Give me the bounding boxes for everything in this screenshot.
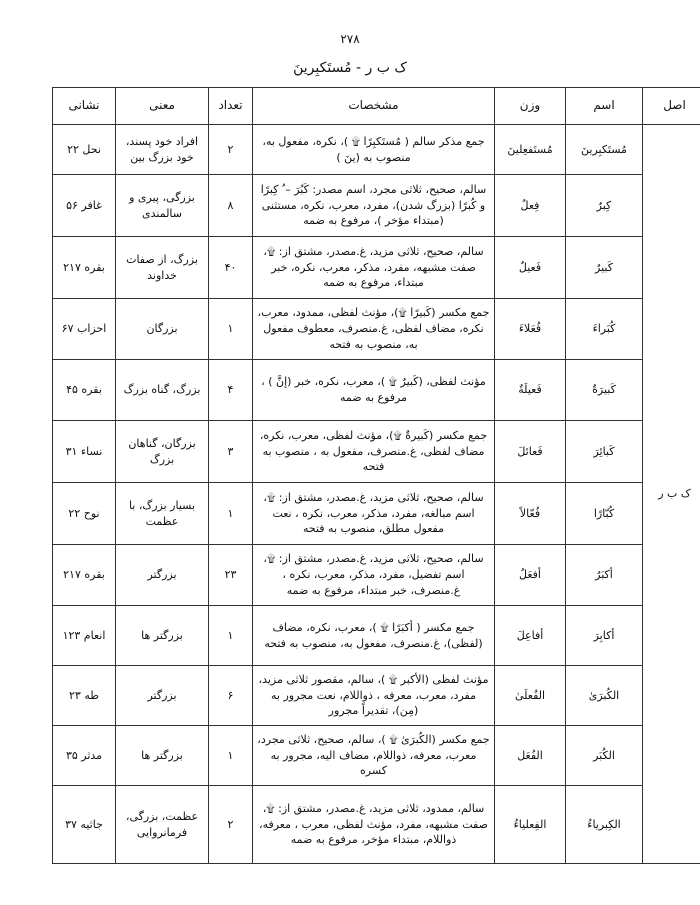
- cell-wazn: أفعَلُ: [495, 545, 566, 606]
- cell-count: ۴۰: [209, 237, 253, 299]
- cell-ism: کُبَراءَ: [566, 299, 643, 360]
- header-mana: معنی: [116, 88, 209, 125]
- cell-count: ۶: [209, 666, 253, 726]
- cell-ism: أکبَرُ: [566, 545, 643, 606]
- cell-count: ۱: [209, 606, 253, 666]
- table-row: [53, 545, 700, 606]
- cell-wazn: الفِعلیاءُ: [495, 786, 566, 864]
- cell-count: ۸: [209, 175, 253, 237]
- table-row: [53, 125, 700, 175]
- cell-count: ۱: [209, 726, 253, 786]
- cell-ism: الکُبرَیٰ: [566, 666, 643, 726]
- table-header-row: [53, 88, 700, 125]
- cell-count: ۱: [209, 483, 253, 545]
- cell-desc: جمع مکسر ( أکبَرًا ۩ )، معرب، نکره، مضاف (لفظی)، غ.منصرف، مفعول به، منصوب به فتحه: [253, 606, 495, 666]
- page-title: ک ب ر - مُستَکبِرینَ: [293, 60, 407, 76]
- table-row: [53, 360, 700, 421]
- cell-ism: مُستَکبِرینَ: [566, 125, 643, 175]
- cell-ref: بقره ۴۵: [53, 360, 116, 421]
- cell-mana: بزرگان: [116, 299, 209, 360]
- cell-desc: سالم، صحیح، ثلاثی مزید، غ.مصدر، مشتق از: ۩، اسم تفضیل، مفرد، مذکر، معرب، نکره ، غ.منصرف، خبر مبتداء، مرفوع به ضمه: [253, 545, 495, 606]
- cell-mana: بزرگی، پیری و سالمندی: [116, 175, 209, 237]
- cell-count: ۲۳: [209, 545, 253, 606]
- cell-ref: نوح ۲۲: [53, 483, 116, 545]
- word-analysis-table: [52, 87, 700, 864]
- table-row: [53, 237, 700, 299]
- cell-mana: افراد خود پسند، خود بزرگ بین: [116, 125, 209, 175]
- cell-wazn: فُعَلاءَ: [495, 299, 566, 360]
- cell-mana: بزرگتر ها: [116, 606, 209, 666]
- cell-mana: بزرگتر: [116, 666, 209, 726]
- cell-ref: غافر ۵۶: [53, 175, 116, 237]
- cell-desc: مؤنث لفظی (الأکبر ۩ )، سالم، مقصور ثلاثی مزید، مفرد، معرب، معرفه ، ذواللام، نعت مجرور به (مِن)، تقدیراً مجرور: [253, 666, 495, 726]
- cell-root: ک ب ر: [643, 125, 700, 864]
- cell-ref: بقره ۲۱۷: [53, 545, 116, 606]
- table-row: [53, 606, 700, 666]
- table-row: [53, 786, 700, 864]
- table-row: [53, 666, 700, 726]
- cell-count: ۴: [209, 360, 253, 421]
- cell-desc: سالم، صحیح، ثلاثی مزید، غ.مصدر، مشتق از: ۩، اسم مبالغه، مفرد، مذکر، معرب، نکره ، نعت مفعول مطلق، منصوب به فتحه: [253, 483, 495, 545]
- cell-wazn: مُستَفعِلینَ: [495, 125, 566, 175]
- cell-ism: الکُبَر: [566, 726, 643, 786]
- cell-ref: احزاب ۶۷: [53, 299, 116, 360]
- cell-mana: بسیار بزرگ، با عظمت: [116, 483, 209, 545]
- cell-wazn: فَعیلٌ: [495, 237, 566, 299]
- cell-desc: سالم، صحیح، ثلاثی مجرد، اسم مصدر: کَبُرَ – ُ کِبرًا و کُبرًا (بزرگ شدن)، مفرد، معرب، نکره، مستثنی (مبتداء مؤخر )، مرفوع به ضمه: [253, 175, 495, 237]
- cell-ref: مدثر ۳۵: [53, 726, 116, 786]
- table-body: [53, 125, 700, 864]
- cell-mana: بزرگتر: [116, 545, 209, 606]
- cell-count: ۳: [209, 421, 253, 483]
- cell-ref: بقره ۲۱۷: [53, 237, 116, 299]
- page-number: ۲۷۸: [340, 32, 360, 46]
- cell-count: ۱: [209, 299, 253, 360]
- cell-desc: مؤنث لفظی، (کَبیرٌ ۩ )، معرب، نکره، خبر (إنَّ ) ، مرفوع به ضمه: [253, 360, 495, 421]
- cell-wazn: فِعلٌ: [495, 175, 566, 237]
- cell-ref: نساء ۳۱: [53, 421, 116, 483]
- cell-count: ۲: [209, 786, 253, 864]
- cell-ref: نحل ۲۲: [53, 125, 116, 175]
- header-asl: اصل: [643, 88, 700, 125]
- cell-desc: سالم، ممدود، ثلاثی مزید، غ.مصدر، مشتق از: ۩، صفت مشبهه، مفرد، مؤنث لفظی، معرب ، معرفه، ذواللام، مبتداء مؤخر، مرفوع به ضمه: [253, 786, 495, 864]
- cell-ism: کُبّارًا: [566, 483, 643, 545]
- cell-wazn: فَعائلَ: [495, 421, 566, 483]
- cell-mana: بزرگ، گناه بزرگ: [116, 360, 209, 421]
- table-row: [53, 421, 700, 483]
- cell-ism: کِبرٌ: [566, 175, 643, 237]
- header-count: تعداد: [209, 88, 253, 125]
- cell-mana: بزرگ، از صفات خداوند: [116, 237, 209, 299]
- cell-ism: کَبیرَةٌ: [566, 360, 643, 421]
- cell-desc: جمع مذکر سالم ( مُستَکبِرًا ۩ )، نکره، مفعول به، منصوب به (ینَ ): [253, 125, 495, 175]
- header-ism: اسم: [566, 88, 643, 125]
- cell-ism: کَبائِرَ: [566, 421, 643, 483]
- cell-ref: طه ۲۳: [53, 666, 116, 726]
- cell-ref: انعام ۱۲۳: [53, 606, 116, 666]
- cell-wazn: فَعیلَةٌ: [495, 360, 566, 421]
- cell-count: ۲: [209, 125, 253, 175]
- cell-wazn: فُعّالاً: [495, 483, 566, 545]
- cell-wazn: الفُعَل: [495, 726, 566, 786]
- table-row: [53, 299, 700, 360]
- cell-mana: بزرگتر ها: [116, 726, 209, 786]
- cell-ism: کَبیرٌ: [566, 237, 643, 299]
- table-row: [53, 483, 700, 545]
- cell-desc: جمع مکسر (کَبیرةٌ ۩)، مؤنث لفظی، معرب، نکره، مضاف لفظی، غ.منصرف، مفعول به ، منصوب به فتحه: [253, 421, 495, 483]
- header-desc: مشخصات: [253, 88, 495, 125]
- cell-mana: بزرگان، گناهان بزرگ: [116, 421, 209, 483]
- cell-desc: سالم، صحیح، ثلاثی مزید، غ.مصدر، مشتق از: ۩، صفت مشبهه، مفرد، مذکر، معرب، نکره، خبر مبتداء، مرفوع به ضمه: [253, 237, 495, 299]
- cell-ism: أکابِرَ: [566, 606, 643, 666]
- cell-ref: جاثیه ۳۷: [53, 786, 116, 864]
- table-row: [53, 726, 700, 786]
- cell-ism: الکِبریاءُ: [566, 786, 643, 864]
- cell-mana: عظمت، بزرگی، فرمانروایی: [116, 786, 209, 864]
- header-wazn: وزن: [495, 88, 566, 125]
- header-ref: نشانی: [53, 88, 116, 125]
- cell-desc: جمع مکسر (کَبیرًا ۩)، مؤنث لفظی، ممدود، معرب، نکره، مضاف لفظی، غ.منصرف، معطوف مفعول به، منصوب به فتحه: [253, 299, 495, 360]
- cell-wazn: أفاعِلَ: [495, 606, 566, 666]
- cell-wazn: الفُعلَیٰ: [495, 666, 566, 726]
- cell-desc: جمع مکسر (الکُبرَیٰ ۩ )، سالم، صحیح، ثلاثی مجرد، معرب، معرفه، ذواللام، مضاف الیه، مجرور به کسره: [253, 726, 495, 786]
- table-row: [53, 175, 700, 237]
